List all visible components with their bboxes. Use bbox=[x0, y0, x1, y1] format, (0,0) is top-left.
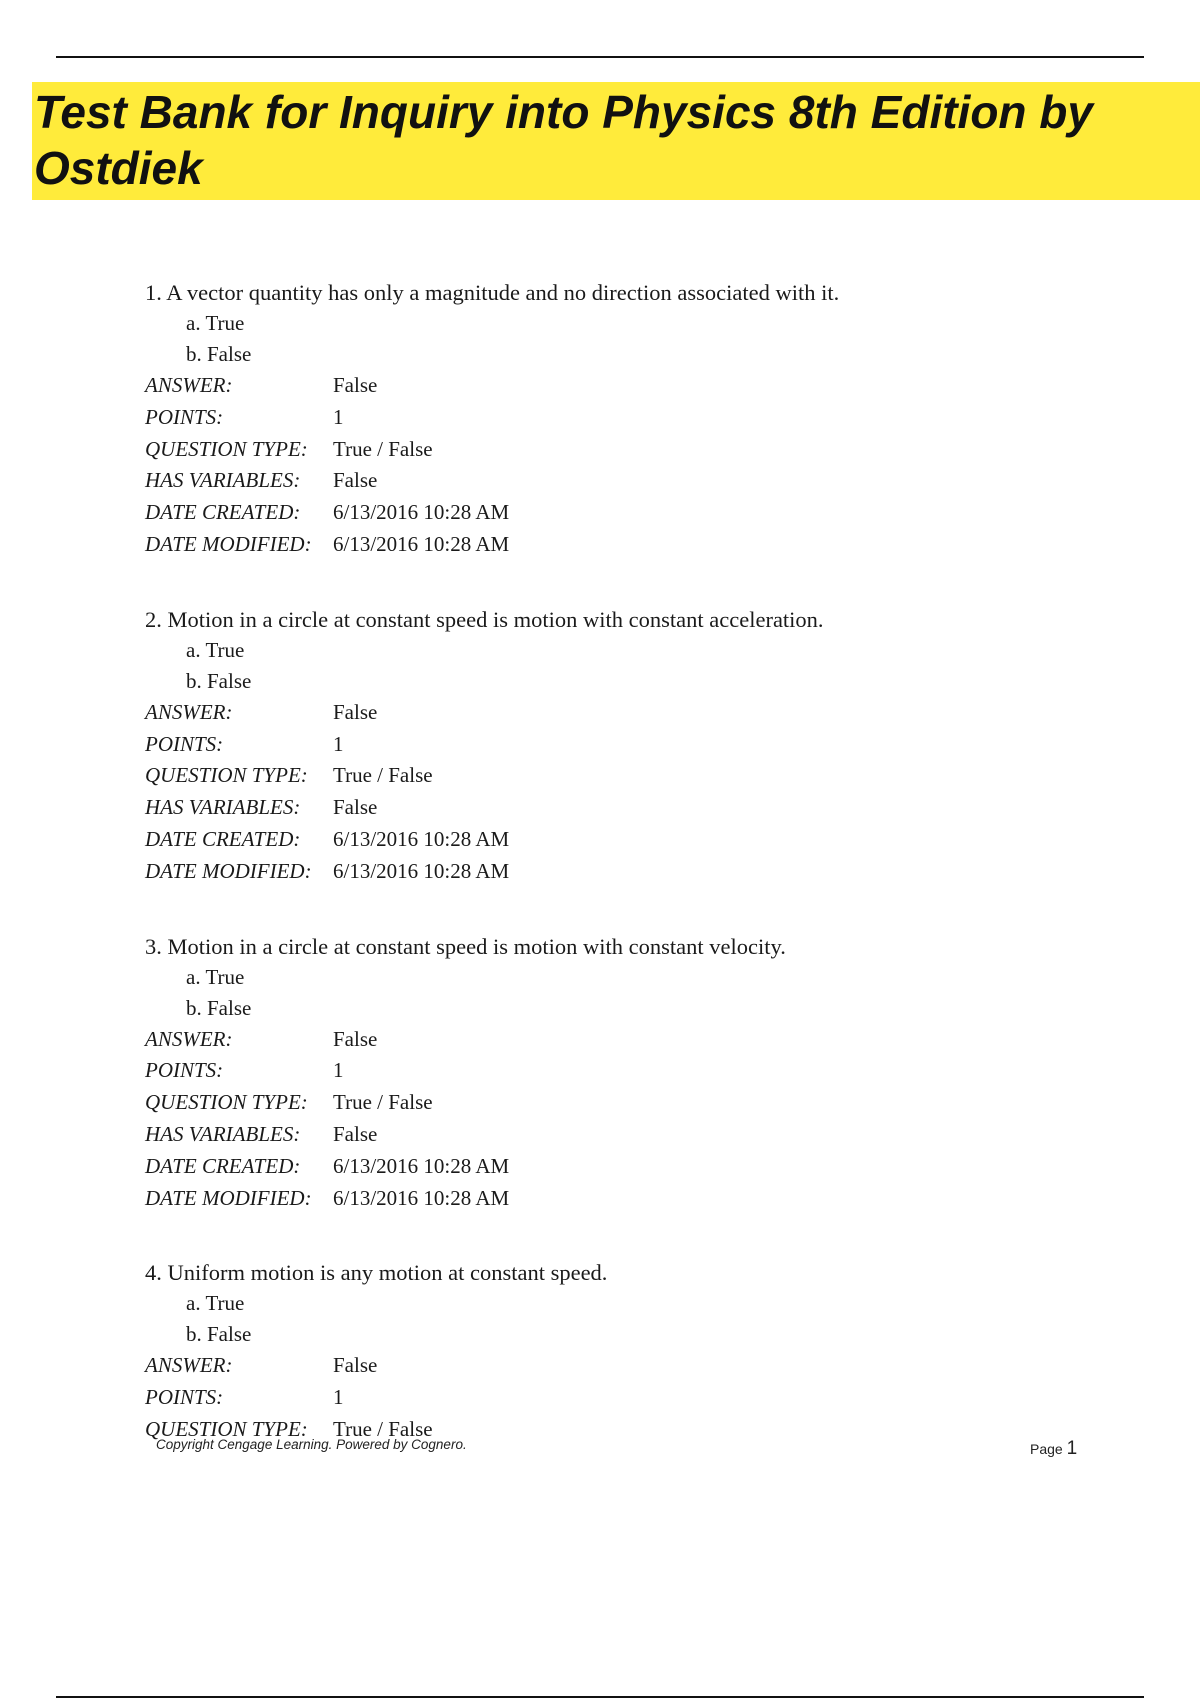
question-type-label: QUESTION TYPE: bbox=[145, 436, 308, 461]
answer-row bbox=[145, 1024, 1125, 1056]
answer-label: ANSWER: bbox=[145, 373, 233, 397]
choice-list bbox=[145, 308, 1125, 370]
choice-b: b. False bbox=[186, 995, 252, 1020]
points-row bbox=[145, 402, 1125, 434]
date-created-label: DATE CREATED: bbox=[145, 500, 301, 525]
points-value: 1 bbox=[333, 1058, 344, 1083]
question-type-value: True / False bbox=[333, 763, 433, 788]
has-variables-row bbox=[145, 465, 1125, 497]
choice-a: a. True bbox=[186, 1291, 245, 1316]
copyright-notice: Copyright Cengage Learning. Powered by Cognero. bbox=[156, 1437, 467, 1452]
question-type-label: QUESTION TYPE: bbox=[145, 1090, 308, 1115]
date-modified-value: 6/13/2016 10:28 AM bbox=[333, 1185, 510, 1210]
choice-a: a. True bbox=[186, 964, 245, 989]
points-value: 1 bbox=[333, 404, 344, 429]
date-modified-row bbox=[145, 1183, 1125, 1215]
choice-list bbox=[145, 1288, 1125, 1350]
points-label: POINTS: bbox=[145, 404, 224, 429]
question-4 bbox=[145, 1258, 1125, 1445]
date-created-value: 6/13/2016 10:28 AM bbox=[333, 826, 510, 851]
choice-b: b. False bbox=[186, 668, 252, 693]
answer-label: ANSWER: bbox=[145, 1026, 233, 1051]
date-modified-label: DATE MODIFIED: bbox=[145, 1185, 312, 1210]
points-row bbox=[145, 1382, 1125, 1414]
has-variables-value: False bbox=[333, 795, 378, 820]
has-variables-row bbox=[145, 792, 1125, 824]
question-type-label: QUESTION TYPE: bbox=[145, 1416, 308, 1441]
question-text: 3. Motion in a circle at constant speed is motion with constant velocity. bbox=[145, 933, 786, 959]
choice-list bbox=[145, 962, 1125, 1024]
question-type-row bbox=[145, 434, 1125, 466]
question-type-value: True / False bbox=[333, 1416, 433, 1441]
question-3 bbox=[145, 932, 1125, 1215]
points-row bbox=[145, 729, 1125, 761]
question-type-value: True / False bbox=[333, 436, 433, 461]
choice-a: a. True bbox=[186, 311, 245, 335]
points-label: POINTS: bbox=[145, 1058, 224, 1083]
date-created-row bbox=[145, 824, 1125, 856]
question-type-label: QUESTION TYPE: bbox=[145, 763, 308, 788]
points-label: POINTS: bbox=[145, 731, 224, 756]
question-2 bbox=[145, 605, 1125, 888]
points-row bbox=[145, 1055, 1125, 1087]
points-value: 1 bbox=[333, 731, 344, 756]
date-created-value: 6/13/2016 10:28 AM bbox=[333, 500, 510, 525]
answer-value: False bbox=[333, 1353, 378, 1378]
answer-value: False bbox=[333, 373, 378, 397]
date-modified-row bbox=[145, 529, 1125, 561]
has-variables-label: HAS VARIABLES: bbox=[145, 1121, 301, 1146]
question-list bbox=[145, 278, 1125, 1490]
choice-b: b. False bbox=[186, 342, 252, 366]
date-created-label: DATE CREATED: bbox=[145, 1153, 301, 1178]
bottom-rule bbox=[56, 1696, 1144, 1698]
choice-b: b. False bbox=[186, 1322, 252, 1347]
date-modified-value: 6/13/2016 10:28 AM bbox=[333, 531, 510, 556]
date-modified-value: 6/13/2016 10:28 AM bbox=[333, 858, 510, 883]
has-variables-row bbox=[145, 1119, 1125, 1151]
answer-value: False bbox=[333, 699, 378, 724]
has-variables-value: False bbox=[333, 1121, 378, 1146]
question-text: 2. Motion in a circle at constant speed is motion with constant acceleration. bbox=[145, 606, 824, 632]
question-text: 4. Uniform motion is any motion at constant speed. bbox=[145, 1260, 608, 1286]
has-variables-label: HAS VARIABLES: bbox=[145, 468, 301, 493]
date-created-value: 6/13/2016 10:28 AM bbox=[333, 1153, 510, 1178]
page-number: 1 bbox=[1066, 1438, 1078, 1459]
date-created-row bbox=[145, 497, 1125, 529]
document-title: Test Bank for Inquiry into Physics 8th Edition by Ostdiek bbox=[34, 86, 1093, 194]
answer-row bbox=[145, 370, 1125, 402]
answer-row bbox=[145, 1350, 1125, 1382]
has-variables-value: False bbox=[333, 468, 378, 493]
top-rule bbox=[56, 56, 1144, 58]
date-modified-label: DATE MODIFIED: bbox=[145, 858, 312, 883]
points-value: 1 bbox=[333, 1385, 344, 1410]
answer-row bbox=[145, 697, 1125, 729]
question-1 bbox=[145, 278, 1125, 561]
page-indicator bbox=[1030, 1438, 1077, 1460]
question-type-row bbox=[145, 1087, 1125, 1119]
answer-label: ANSWER: bbox=[145, 699, 233, 724]
choice-a: a. True bbox=[186, 637, 245, 662]
date-created-row bbox=[145, 1151, 1125, 1183]
question-text: 1. A vector quantity has only a magnitude and no direction associated with it. bbox=[145, 280, 840, 305]
date-modified-row bbox=[145, 856, 1125, 888]
points-label: POINTS: bbox=[145, 1385, 224, 1410]
date-modified-label: DATE MODIFIED: bbox=[145, 531, 312, 556]
question-type-value: True / False bbox=[333, 1090, 433, 1115]
answer-label: ANSWER: bbox=[145, 1353, 233, 1378]
has-variables-label: HAS VARIABLES: bbox=[145, 795, 301, 820]
question-type-row bbox=[145, 760, 1125, 792]
date-created-label: DATE CREATED: bbox=[145, 826, 301, 851]
answer-value: False bbox=[333, 1026, 378, 1051]
page-label: Page bbox=[1030, 1441, 1063, 1457]
choice-list bbox=[145, 635, 1125, 697]
